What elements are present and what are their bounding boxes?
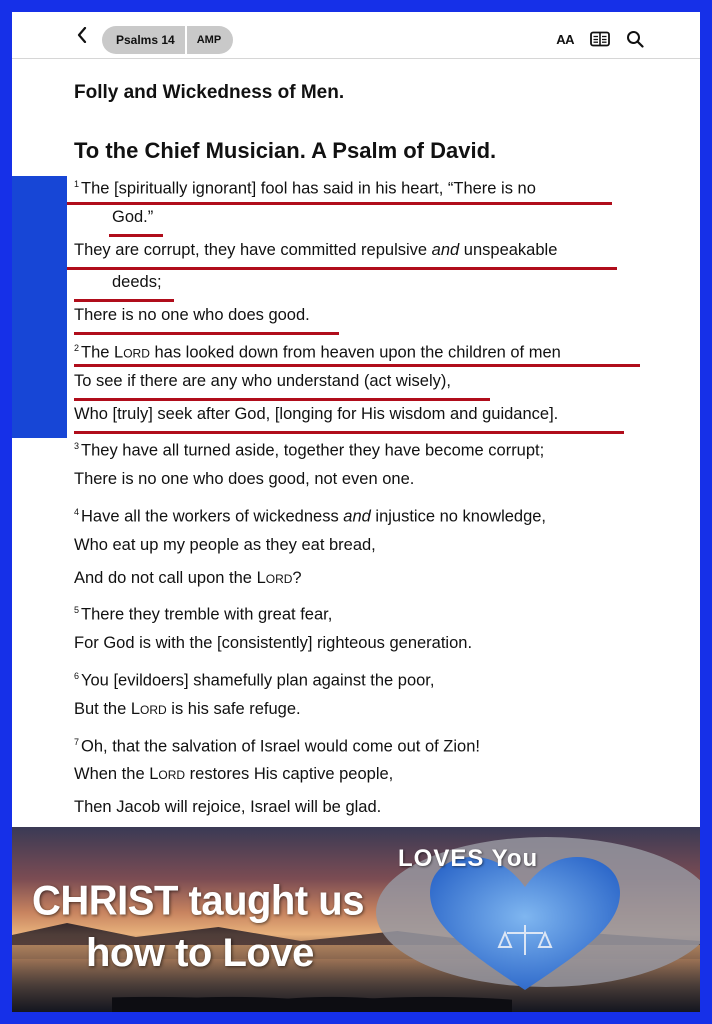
underline-mark <box>74 431 624 434</box>
underline-mark <box>67 202 612 205</box>
verse-fragment: is his safe refuge. <box>166 699 301 718</box>
passage-selector <box>102 26 233 54</box>
verse-line <box>74 332 674 365</box>
verse-number: 6 <box>74 670 80 681</box>
book-chapter-button[interactable]: Psalms 14 <box>116 33 175 47</box>
verse-line <box>74 299 674 332</box>
underline-mark <box>67 267 617 270</box>
book-icon <box>590 31 610 47</box>
verse-number: 7 <box>74 736 80 747</box>
psalm-title: To the Chief Musician. A Psalm of David. <box>74 138 497 163</box>
promo-image <box>12 827 700 1012</box>
verse-fragment: Lord <box>149 765 186 784</box>
verse-fragment: Then Jacob will rejoice, Israel will be glad. <box>74 798 382 817</box>
verse-fragment: The [spiritually ignorant] fool has said in his heart, “There is no <box>81 179 536 198</box>
underline-mark <box>74 364 640 367</box>
verse-fragment: There is no one who does good, not even one. <box>74 470 415 489</box>
text-size-button[interactable]: AA <box>556 31 574 47</box>
chevron-left-icon <box>77 27 87 43</box>
verse-fragment: Have all the workers of wickedness <box>81 507 344 526</box>
verse-highlight-marker <box>12 176 67 438</box>
verse-line <box>74 266 674 299</box>
passage-content <box>74 78 674 824</box>
verse-fragment: They have all turned aside, together they have become corrupt; <box>81 441 545 460</box>
version-button[interactable]: AMP <box>185 26 233 54</box>
verse-line <box>74 168 674 201</box>
verse-fragment: Who [truly] seek after God, [longing for His wisdom and guidance]. <box>74 404 559 423</box>
banner-headline: CHRIST taught us <box>32 877 364 925</box>
verse-fragment: ? <box>292 568 302 587</box>
search-button[interactable] <box>626 30 644 48</box>
verse-fragment: and <box>343 507 371 526</box>
banner-heart-caption: LOVES You <box>398 845 539 872</box>
verse-number: 2 <box>74 342 80 353</box>
verse-fragment: restores His captive people, <box>185 765 394 784</box>
verse-fragment: God.” <box>112 207 154 226</box>
underline-mark <box>74 398 490 401</box>
verse-fragment: Who eat up my people as they eat bread, <box>74 535 376 554</box>
verse-fragment: There is no one who does good. <box>74 306 310 325</box>
parallel-view-button[interactable] <box>590 31 610 47</box>
banner-subheadline: how to Love <box>86 931 314 975</box>
top-toolbar <box>12 12 700 59</box>
verse-line <box>74 562 674 595</box>
verse-fragment: But the <box>74 699 131 718</box>
verse-fragment: Lord <box>130 699 167 718</box>
toolbar-actions <box>556 26 644 52</box>
verse-fragment: and <box>431 240 460 259</box>
verse-number: 3 <box>74 441 80 452</box>
verse-fragment: They are corrupt, they have committed repulsive <box>74 240 432 259</box>
verse-line <box>74 398 674 431</box>
verse-line <box>74 463 674 496</box>
verse-line <box>74 594 674 627</box>
verse-fragment: Lord <box>256 568 293 587</box>
underline-mark <box>74 299 174 302</box>
verse-line <box>74 726 674 759</box>
verse-line <box>74 430 674 463</box>
verse-fragment: And do not call upon the <box>74 568 257 587</box>
verse-line <box>74 365 674 398</box>
verse-fragment: To see if there are any who understand (act wisely), <box>74 371 451 390</box>
search-icon <box>626 30 644 48</box>
verse-line <box>74 758 674 791</box>
verse-fragment: You [evildoers] shamefully plan against the poor, <box>81 671 435 690</box>
verse-fragment: The <box>81 343 115 362</box>
verse-line <box>74 234 674 267</box>
verse-fragment: Oh, that the salvation of Israel would come out of Zion! <box>81 737 480 756</box>
verse-fragment: deeds; <box>112 273 162 292</box>
verse-fragment: Lord <box>114 343 150 362</box>
verse-fragment: For God is with the [consistently] righteous generation. <box>74 634 473 653</box>
underline-mark <box>109 234 163 237</box>
verse-line <box>74 660 674 693</box>
verse-number: 5 <box>74 605 80 616</box>
verse-number: 1 <box>74 179 80 189</box>
verse-fragment: has looked down from heaven upon the children of men <box>149 343 561 362</box>
verse-fragment: There they tremble with great fear, <box>81 605 333 624</box>
verse-line <box>74 627 674 660</box>
verse-number: 4 <box>74 506 80 517</box>
back-button[interactable] <box>72 25 92 45</box>
verse-line <box>74 693 674 726</box>
verse-line <box>74 201 674 234</box>
heart-icon <box>425 855 625 995</box>
verse-fragment: unspeakable <box>459 240 558 259</box>
verse-line <box>74 496 674 529</box>
verse-line <box>74 529 674 562</box>
verse-fragment: When the <box>74 765 150 784</box>
underline-mark <box>74 332 339 335</box>
verse-fragment: injustice no knowledge, <box>370 507 547 526</box>
reader-screen <box>12 12 700 1012</box>
verse-line <box>74 791 674 824</box>
section-heading: Folly and Wickedness of Men. <box>74 82 345 103</box>
